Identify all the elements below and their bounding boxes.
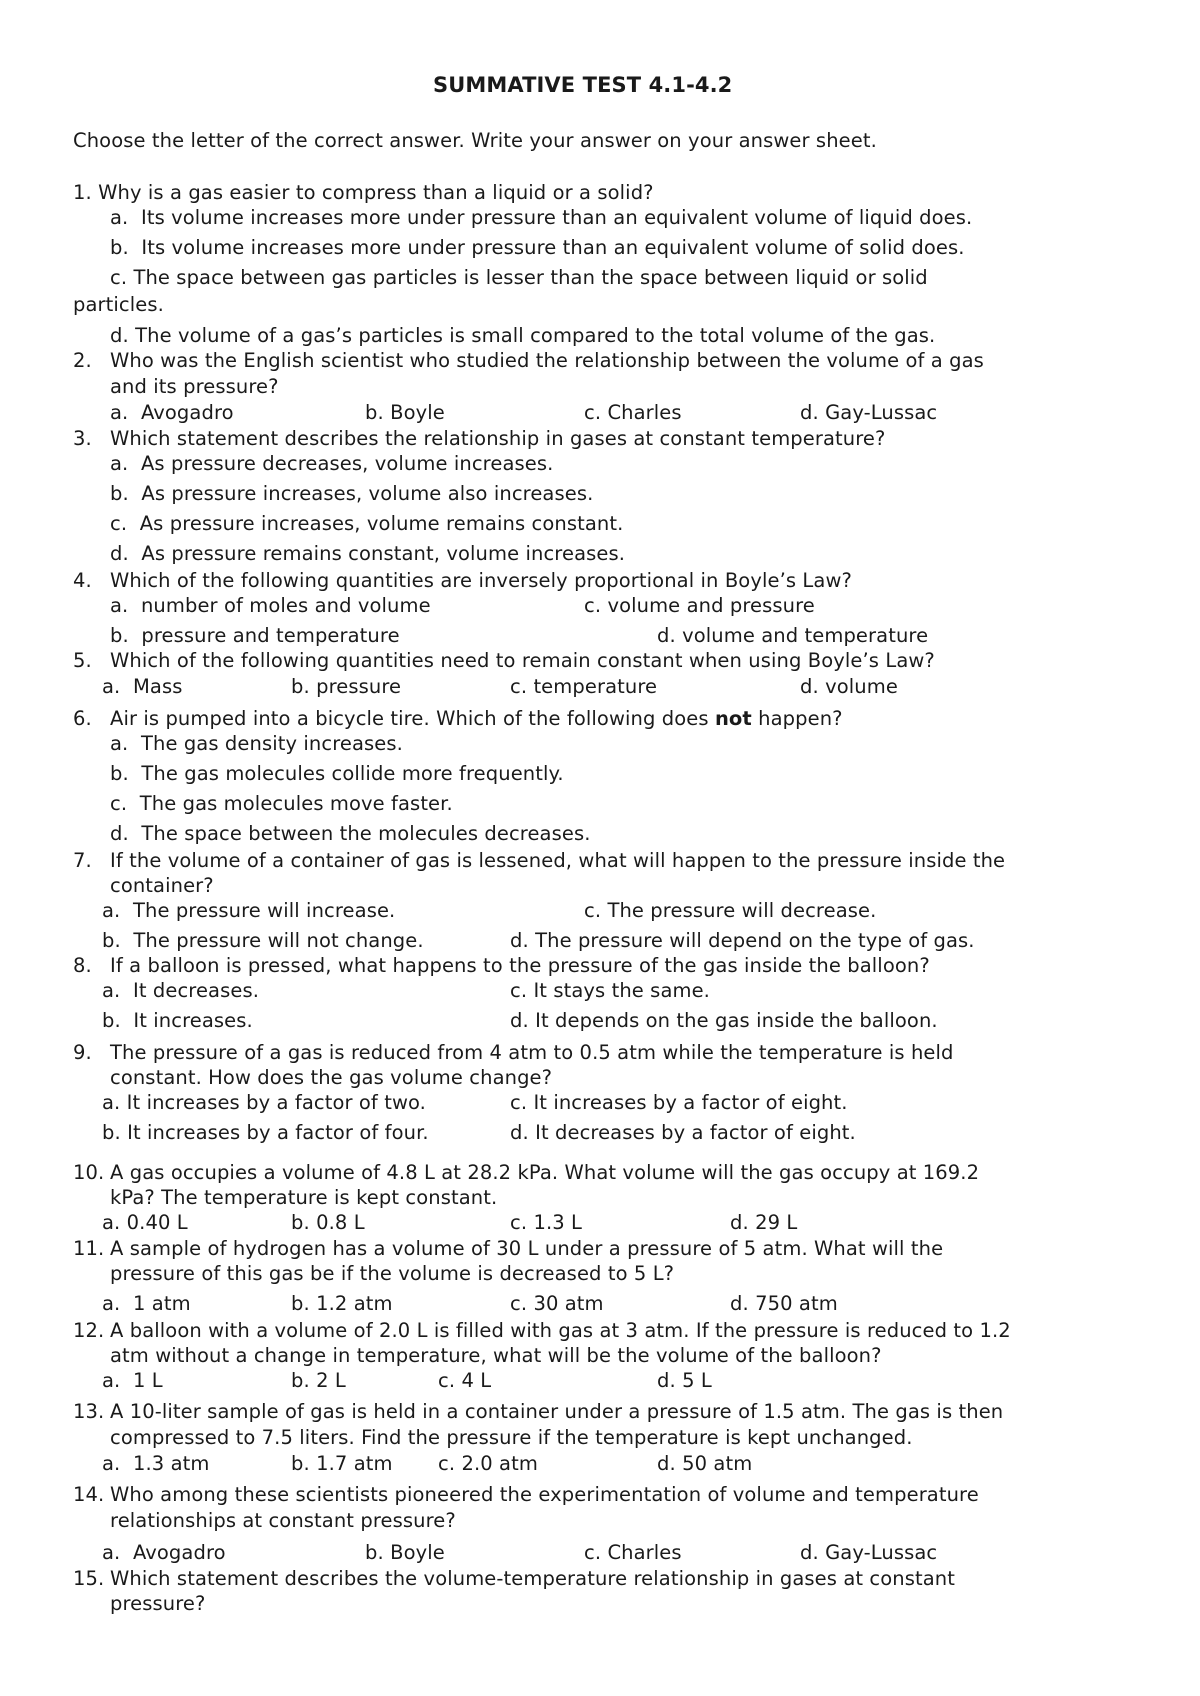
option-text: Avogadro bbox=[132, 1541, 226, 1564]
question-5-number: 5. bbox=[73, 649, 92, 672]
question-2-number: 2. bbox=[73, 349, 92, 372]
question-14-text-line-1: Who among these scientists pioneered the experimentation of volume and temperature bbox=[110, 1483, 979, 1506]
question-8-option-a bbox=[102, 978, 259, 1004]
option-text: As pressure decreases, volume increases. bbox=[140, 452, 554, 475]
option-letter: c. bbox=[110, 266, 128, 289]
question-10-text-line-2: kPa? The temperature is kept constant. bbox=[110, 1186, 498, 1209]
option-text: 30 atm bbox=[533, 1292, 604, 1315]
question-6-number: 6. bbox=[73, 707, 92, 730]
question-1-option-d bbox=[110, 323, 935, 349]
question-6-option-b bbox=[110, 761, 564, 787]
question-1-option-c bbox=[110, 265, 928, 291]
option-letter: b. bbox=[291, 1369, 310, 1392]
question-13-number: 13. bbox=[73, 1400, 105, 1423]
question-8-option-b bbox=[102, 1008, 253, 1034]
question-2-option-c bbox=[584, 400, 682, 426]
question-1-stem bbox=[73, 180, 654, 206]
question-text: Why is a gas easier to compress than a liquid or a solid? bbox=[98, 181, 654, 204]
option-text: temperature bbox=[533, 675, 658, 698]
option-text: Its volume increases more under pressure than an equivalent volume of solid does. bbox=[141, 236, 965, 259]
question-2-option-d bbox=[800, 400, 937, 426]
option-letter: d. bbox=[800, 675, 819, 698]
question-13-text-line-2: compressed to 7.5 liters. Find the pressure if the temperature is kept unchanged. bbox=[110, 1426, 913, 1449]
option-text: Its volume increases more under pressure than an equivalent volume of liquid does. bbox=[140, 206, 973, 229]
option-text: As pressure remains constant, volume increases. bbox=[141, 542, 626, 565]
option-text: It stays the same. bbox=[533, 979, 710, 1002]
question-11-text-line-2: pressure of this gas be if the volume is decreased to 5 L? bbox=[110, 1262, 675, 1285]
option-letter: b. bbox=[110, 236, 129, 259]
question-9-option-a bbox=[102, 1090, 426, 1116]
question-5-text: Which of the following quantities need to remain constant when using Boyle’s Law? bbox=[110, 649, 935, 672]
option-text: Charles bbox=[607, 1541, 682, 1564]
option-text: Boyle bbox=[390, 1541, 445, 1564]
question-11-option-c bbox=[510, 1291, 604, 1317]
question-4-option-d bbox=[657, 623, 928, 649]
question-3-option-b bbox=[110, 481, 593, 507]
option-text: volume and pressure bbox=[607, 594, 815, 617]
option-letter: c. bbox=[110, 792, 128, 815]
option-letter: d. bbox=[510, 929, 529, 952]
option-letter: b. bbox=[110, 762, 129, 785]
option-letter: b. bbox=[365, 1541, 384, 1564]
option-text: It depends on the gas inside the balloon. bbox=[535, 1009, 938, 1032]
question-7-option-a bbox=[102, 898, 395, 924]
option-text: The gas molecules move faster. bbox=[139, 792, 453, 815]
question-12-number: 12. bbox=[73, 1319, 105, 1342]
question-11-option-a bbox=[102, 1291, 191, 1317]
option-letter: b. bbox=[291, 1452, 310, 1475]
question-13-option-d bbox=[657, 1451, 752, 1477]
option-letter: a. bbox=[102, 979, 121, 1002]
question-7-option-d bbox=[510, 928, 975, 954]
option-letter: b. bbox=[291, 1292, 310, 1315]
option-letter: d. bbox=[110, 822, 129, 845]
question-2-text-line-2: and its pressure? bbox=[110, 375, 279, 398]
question-9-text-line-1: The pressure of a gas is reduced from 4 atm to 0.5 atm while the temperature is held bbox=[110, 1041, 954, 1064]
question-1-option-c-continued: particles. bbox=[73, 293, 164, 316]
option-text: pressure and temperature bbox=[141, 624, 400, 647]
question-12-option-b bbox=[291, 1368, 346, 1394]
option-letter: b. bbox=[365, 401, 384, 424]
question-text-part: Air is pumped into a bicycle tire. Which of the following does bbox=[110, 707, 715, 730]
question-1-option-a bbox=[110, 205, 972, 231]
option-text: 2 L bbox=[316, 1369, 346, 1392]
option-text: The space between the molecules decreases. bbox=[141, 822, 591, 845]
option-letter: d. bbox=[800, 1541, 819, 1564]
question-3-text: Which statement describes the relationship in gases at constant temperature? bbox=[110, 427, 886, 450]
option-text: volume bbox=[825, 675, 898, 698]
option-text: 50 atm bbox=[682, 1452, 753, 1475]
question-14-number: 14. bbox=[73, 1483, 105, 1506]
question-9-text-line-2: constant. How does the gas volume change? bbox=[110, 1066, 553, 1089]
option-text: It decreases. bbox=[132, 979, 260, 1002]
option-text: pressure bbox=[316, 675, 402, 698]
option-text: It increases by a factor of four. bbox=[127, 1121, 429, 1144]
question-8-text: If a balloon is pressed, what happens to the pressure of the gas inside the balloon? bbox=[110, 954, 930, 977]
option-text: 1.7 atm bbox=[316, 1452, 393, 1475]
question-4-text: Which of the following quantities are inversely proportional in Boyle’s Law? bbox=[110, 569, 852, 592]
question-11-option-d bbox=[730, 1291, 838, 1317]
option-letter: c. bbox=[584, 594, 602, 617]
question-7-option-c bbox=[584, 898, 876, 924]
question-6-text bbox=[110, 706, 843, 732]
option-text: Charles bbox=[607, 401, 682, 424]
option-letter: a. bbox=[102, 1211, 121, 1234]
question-7-text-line-1: If the volume of a container of gas is lessened, what will happen to the pressure inside the bbox=[110, 849, 1006, 872]
option-letter: c. bbox=[510, 675, 528, 698]
option-text: 0.8 L bbox=[316, 1211, 365, 1234]
option-letter: c. bbox=[584, 899, 602, 922]
question-5-option-c bbox=[510, 674, 657, 700]
option-letter: b. bbox=[110, 482, 129, 505]
option-letter: b. bbox=[102, 1009, 121, 1032]
question-4-option-b bbox=[110, 623, 400, 649]
option-text: The pressure will decrease. bbox=[607, 899, 877, 922]
option-text: Mass bbox=[132, 675, 183, 698]
question-14-option-a bbox=[102, 1540, 226, 1566]
question-13-option-b bbox=[291, 1451, 393, 1477]
option-text: 5 L bbox=[682, 1369, 712, 1392]
question-14-option-b bbox=[365, 1540, 445, 1566]
question-12-option-c bbox=[438, 1368, 491, 1394]
option-letter: c. bbox=[438, 1452, 456, 1475]
question-5-option-d bbox=[800, 674, 898, 700]
option-text: 0.40 L bbox=[126, 1211, 188, 1234]
question-text-emphasis: not bbox=[714, 707, 752, 730]
question-7-number: 7. bbox=[73, 849, 92, 872]
option-letter: b. bbox=[291, 675, 310, 698]
question-2-option-b bbox=[365, 400, 445, 426]
option-text: 29 L bbox=[755, 1211, 798, 1234]
question-12-option-d bbox=[657, 1368, 712, 1394]
option-letter: c. bbox=[510, 979, 528, 1002]
option-letter: d. bbox=[730, 1211, 749, 1234]
question-13-option-c bbox=[438, 1451, 538, 1477]
option-letter: d. bbox=[657, 1452, 676, 1475]
option-letter: c. bbox=[510, 1091, 528, 1114]
question-10-option-a bbox=[102, 1210, 188, 1236]
option-letter: b. bbox=[102, 1121, 121, 1144]
question-10-option-c bbox=[510, 1210, 582, 1236]
option-text: number of moles and volume bbox=[140, 594, 431, 617]
question-15-text-line-1: Which statement describes the volume-temperature relationship in gases at constant bbox=[110, 1567, 955, 1590]
option-letter: a. bbox=[102, 1369, 121, 1392]
option-text: The pressure will depend on the type of gas. bbox=[535, 929, 975, 952]
option-text: 1.2 atm bbox=[316, 1292, 393, 1315]
question-5-option-a bbox=[102, 674, 182, 700]
question-9-option-c bbox=[510, 1090, 848, 1116]
instructions: Choose the letter of the correct answer. Write your answer on your answer sheet. bbox=[73, 129, 877, 152]
question-8-option-c bbox=[510, 978, 710, 1004]
option-text: Avogadro bbox=[140, 401, 234, 424]
option-letter: a. bbox=[102, 675, 121, 698]
option-letter: c. bbox=[584, 401, 602, 424]
option-text: The space between gas particles is lesser than the space between liquid or solid bbox=[133, 266, 928, 289]
option-letter: d. bbox=[510, 1121, 529, 1144]
question-13-text-line-1: A 10-liter sample of gas is held in a container under a pressure of 1.5 atm. The gas is then bbox=[110, 1400, 1004, 1423]
option-letter: a. bbox=[102, 1292, 121, 1315]
question-14-text-line-2: relationships at constant pressure? bbox=[110, 1509, 456, 1532]
option-text: The volume of a gas’s particles is small compared to the total volume of the gas. bbox=[135, 324, 936, 347]
question-1-option-b bbox=[110, 235, 965, 261]
option-letter: d. bbox=[657, 624, 676, 647]
option-text: It increases. bbox=[133, 1009, 253, 1032]
question-13-option-a bbox=[102, 1451, 209, 1477]
question-11-text-line-1: A sample of hydrogen has a volume of 30 L under a pressure of 5 atm. What will the bbox=[110, 1237, 944, 1260]
option-text: The pressure will increase. bbox=[132, 899, 396, 922]
option-text: It decreases by a factor of eight. bbox=[535, 1121, 856, 1144]
option-text: 1.3 atm bbox=[132, 1452, 210, 1475]
option-letter: b. bbox=[102, 929, 121, 952]
question-11-option-b bbox=[291, 1291, 393, 1317]
option-text: 750 atm bbox=[755, 1292, 838, 1315]
option-text: 4 L bbox=[461, 1369, 492, 1392]
question-3-option-c bbox=[110, 511, 623, 537]
question-2-text-line-1: Who was the English scientist who studied the relationship between the volume of a gas bbox=[110, 349, 984, 372]
question-text-part: happen? bbox=[751, 707, 843, 730]
question-15-number: 15. bbox=[73, 1567, 105, 1590]
question-12-text-line-2: atm without a change in temperature, what will be the volume of the balloon? bbox=[110, 1344, 882, 1367]
question-number: 1. bbox=[73, 181, 92, 204]
option-text: The gas density increases. bbox=[140, 732, 403, 755]
option-letter: b. bbox=[110, 624, 129, 647]
option-letter: c. bbox=[110, 512, 128, 535]
option-letter: a. bbox=[102, 1541, 121, 1564]
option-text: 1 atm bbox=[132, 1292, 191, 1315]
option-text: 2.0 atm bbox=[461, 1452, 538, 1475]
option-letter: d. bbox=[110, 324, 129, 347]
option-letter: d. bbox=[800, 401, 819, 424]
question-11-number: 11. bbox=[73, 1237, 105, 1260]
question-10-number: 10. bbox=[73, 1161, 105, 1184]
option-text: The pressure will not change. bbox=[133, 929, 424, 952]
question-14-option-d bbox=[800, 1540, 937, 1566]
option-letter: c. bbox=[510, 1211, 528, 1234]
question-7-text-line-2: container? bbox=[110, 874, 214, 897]
question-12-option-a bbox=[102, 1368, 163, 1394]
option-text: volume and temperature bbox=[682, 624, 929, 647]
option-letter: c. bbox=[584, 1541, 602, 1564]
option-letter: a. bbox=[110, 452, 129, 475]
option-letter: d. bbox=[730, 1292, 749, 1315]
option-letter: d. bbox=[110, 542, 129, 565]
option-letter: a. bbox=[110, 594, 129, 617]
question-5-option-b bbox=[291, 674, 401, 700]
option-text: It increases by a factor of two. bbox=[126, 1091, 426, 1114]
option-letter: a. bbox=[110, 206, 129, 229]
question-4-option-c bbox=[584, 593, 815, 619]
question-7-option-b bbox=[102, 928, 424, 954]
option-text: As pressure increases, volume remains constant. bbox=[139, 512, 624, 535]
option-text: 1.3 L bbox=[533, 1211, 583, 1234]
option-text: Gay-Lussac bbox=[825, 1541, 938, 1564]
question-4-option-a bbox=[110, 593, 431, 619]
question-6-option-a bbox=[110, 731, 403, 757]
question-15-text-line-2: pressure? bbox=[110, 1592, 206, 1615]
question-8-number: 8. bbox=[73, 954, 92, 977]
option-letter: a. bbox=[102, 1452, 121, 1475]
question-9-option-b bbox=[102, 1120, 429, 1146]
question-9-option-d bbox=[510, 1120, 856, 1146]
question-6-option-d bbox=[110, 821, 591, 847]
option-text: As pressure increases, volume also increases. bbox=[141, 482, 594, 505]
option-text: Boyle bbox=[390, 401, 445, 424]
option-letter: d. bbox=[657, 1369, 676, 1392]
question-3-number: 3. bbox=[73, 427, 92, 450]
question-12-text-line-1: A balloon with a volume of 2.0 L is filled with gas at 3 atm. If the pressure is reduced to 1.2 bbox=[110, 1319, 1011, 1342]
option-text: 1 L bbox=[132, 1369, 163, 1392]
question-2-option-a bbox=[110, 400, 234, 426]
question-6-option-c bbox=[110, 791, 453, 817]
option-letter: b. bbox=[291, 1211, 310, 1234]
page-title: SUMMATIVE TEST 4.1-4.2 bbox=[433, 73, 733, 97]
question-10-option-d bbox=[730, 1210, 797, 1236]
question-9-number: 9. bbox=[73, 1041, 92, 1064]
question-3-option-d bbox=[110, 541, 625, 567]
option-letter: a. bbox=[110, 401, 129, 424]
question-10-text-line-1: A gas occupies a volume of 4.8 L at 28.2 kPa. What volume will the gas occupy at 169.2 bbox=[110, 1161, 980, 1184]
option-letter: c. bbox=[510, 1292, 528, 1315]
option-letter: a. bbox=[102, 899, 121, 922]
option-letter: d. bbox=[510, 1009, 529, 1032]
question-3-option-a bbox=[110, 451, 553, 477]
question-4-number: 4. bbox=[73, 569, 92, 592]
option-text: Gay-Lussac bbox=[825, 401, 938, 424]
question-8-option-d bbox=[510, 1008, 938, 1034]
option-letter: a. bbox=[110, 732, 129, 755]
option-letter: c. bbox=[438, 1369, 456, 1392]
option-text: It increases by a factor of eight. bbox=[533, 1091, 848, 1114]
question-14-option-c bbox=[584, 1540, 682, 1566]
question-10-option-b bbox=[291, 1210, 365, 1236]
option-text: The gas molecules collide more frequently. bbox=[141, 762, 564, 785]
option-letter: a. bbox=[102, 1091, 121, 1114]
